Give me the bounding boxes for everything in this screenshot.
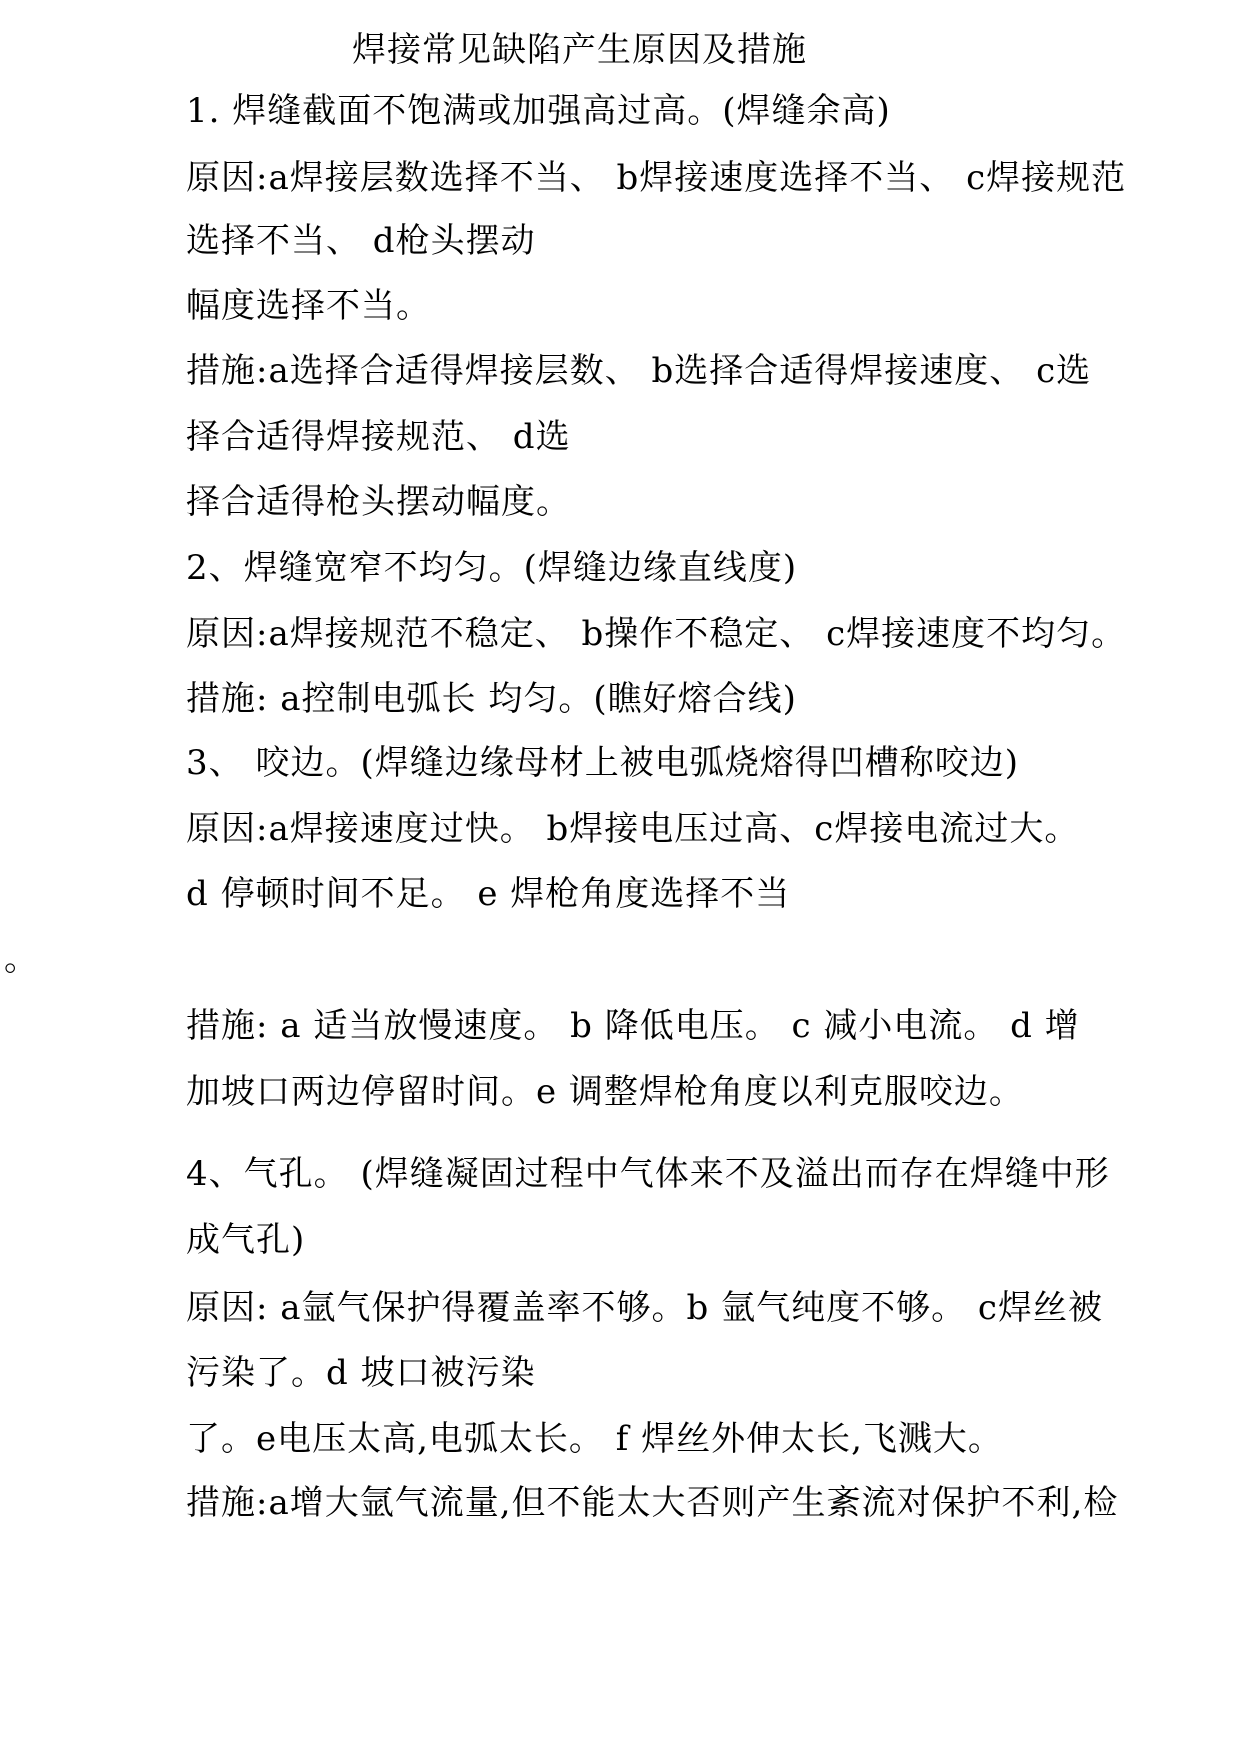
line-4-cause-cont2: 了。e电压太高,电弧太长。 f 焊丝外伸太长,飞溅大。 bbox=[186, 1419, 1003, 1459]
line-1-measure-cont2: 择合适得枪头摆动幅度。 bbox=[186, 482, 571, 522]
line-2-cause: 原因:a焊接规范不稳定、 b操作不稳定、 c焊接速度不均匀。 bbox=[186, 614, 1127, 654]
document-title: 焊接常见缺陷产生原因及措施 bbox=[352, 30, 807, 70]
line-3-measure: 措施: a 适当放慢速度。 b 降低电压。 c 减小电流。 d 增 bbox=[186, 1006, 1080, 1046]
line-1-cause: 原因:a焊接层数选择不当、 b焊接速度选择不当、 c焊接规范 bbox=[186, 158, 1127, 198]
line-1-cause-cont2: 幅度选择不当。 bbox=[186, 286, 431, 326]
line-1-cause-cont: 选择不当、 d枪头摆动 bbox=[186, 221, 536, 261]
stray-period: 。 bbox=[4, 939, 39, 979]
line-4-heading-cont: 成气孔) bbox=[186, 1220, 306, 1260]
line-1-measure: 措施:a选择合适得焊接层数、 b选择合适得焊接速度、 c选 bbox=[186, 351, 1092, 391]
line-3-cause-cont: d 停顿时间不足。 e 焊枪角度选择不当 bbox=[186, 874, 791, 914]
line-1-measure-cont: 择合适得焊接规范、 d选 bbox=[186, 417, 571, 457]
line-2-heading: 2、焊缝宽窄不均匀。(焊缝边缘直线度) bbox=[186, 548, 798, 588]
line-1-heading: 1. 焊缝截面不饱满或加强高过高。(焊缝余高) bbox=[186, 91, 891, 131]
line-3-measure-cont: 加坡口两边停留时间。e 调整焊枪角度以利克服咬边。 bbox=[186, 1072, 1024, 1112]
line-2-measure: 措施: a控制电弧长 均匀。(瞧好熔合线) bbox=[186, 679, 797, 719]
line-4-cause: 原因: a氩气保护得覆盖率不够。b 氩气纯度不够。 c焊丝被 bbox=[186, 1288, 1103, 1328]
line-4-cause-cont: 污染了。d 坡口被污染 bbox=[186, 1353, 536, 1393]
line-4-measure: 措施:a增大氩气流量,但不能太大否则产生紊流对保护不利,检 bbox=[186, 1483, 1119, 1523]
line-3-heading: 3、 咬边。(焊缝边缘母材上被电弧烧熔得凹槽称咬边) bbox=[186, 743, 1019, 783]
line-4-heading: 4、气孔。 (焊缝凝固过程中气体来不及溢出而存在焊缝中形 bbox=[186, 1154, 1110, 1194]
line-3-cause: 原因:a焊接速度过快。 b焊接电压过高、c焊接电流过大。 bbox=[186, 809, 1080, 849]
